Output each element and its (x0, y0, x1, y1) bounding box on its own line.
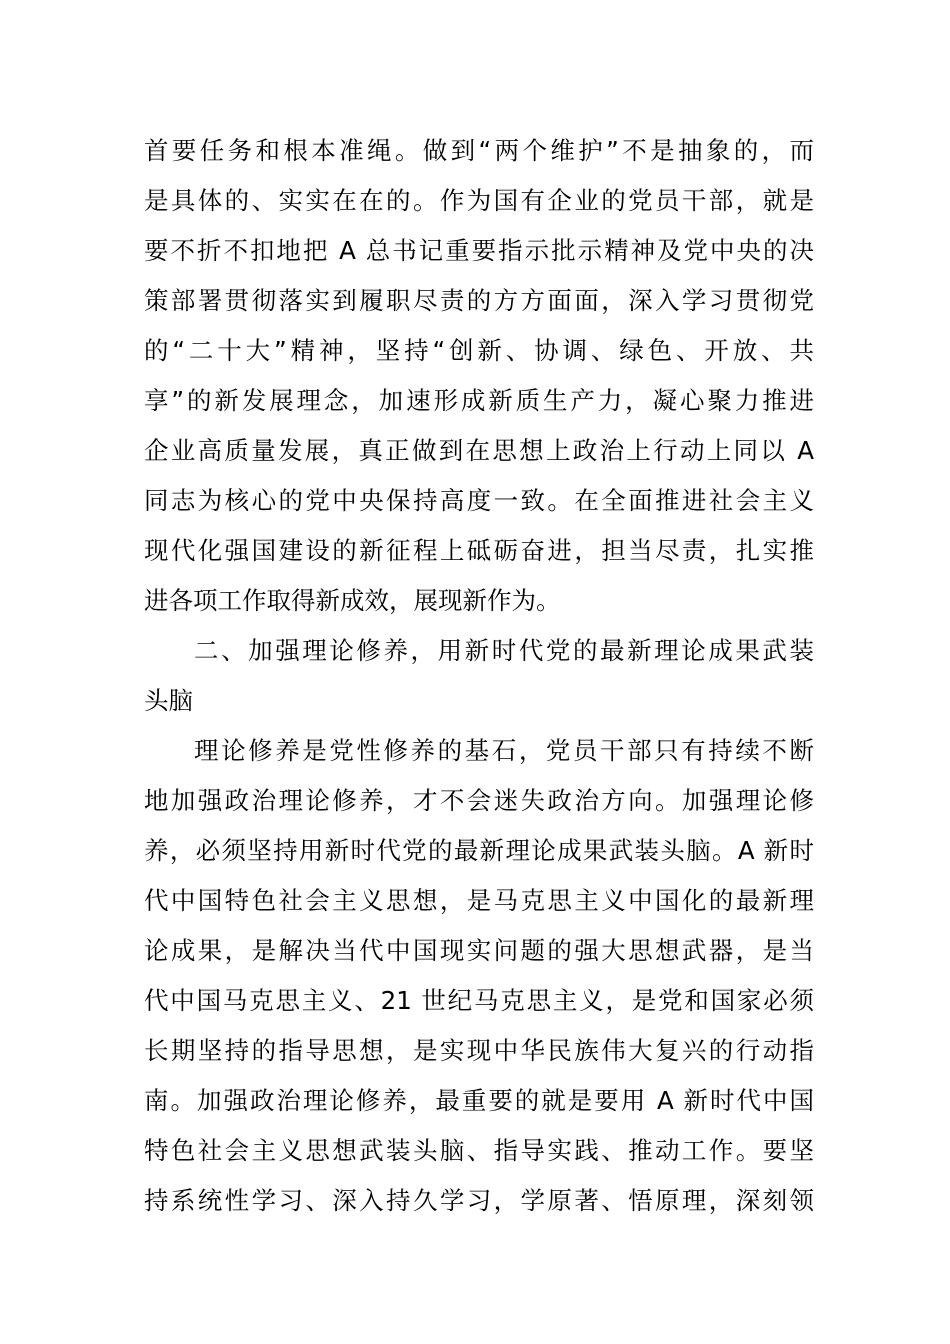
text-line: 企业高质量发展，真正做到在思想上政治上行动上同以 A (144, 436, 814, 465)
text-line: 策部署贯彻落实到履职尽责的方方面面，深入学习贯彻党 (144, 286, 814, 315)
text-line: 二、加强理论修养，用新时代党的最新理论成果武装 (194, 636, 814, 665)
text-line: 长期坚持的指导思想，是实现中华民族伟大复兴的行动指 (144, 1036, 814, 1065)
text-line: 进各项工作取得新成效，展现新作为。 (144, 586, 561, 615)
text-line: 首要任务和根本准绳。做到“两个维护”不是抽象的，而 (144, 136, 814, 165)
text-line: 养，必须坚持用新时代党的最新理论成果武装头脑。A 新时 (144, 836, 814, 865)
body-text (144, 126, 814, 1226)
text-line: 理论修养是党性修养的基石，党员干部只有持续不断 (194, 736, 814, 765)
text-line: 现代化强国建设的新征程上砥砺奋进，担当尽责，扎实推 (144, 536, 814, 565)
text-line: 地加强政治理论修养，才不会迷失政治方向。加强理论修 (144, 786, 814, 815)
text-line: 代中国马克思主义、21 世纪马克思主义，是党和国家必须 (144, 986, 814, 1015)
text-line: 头脑 (144, 686, 193, 715)
text-line: 享”的新发展理念，加速形成新质生产力，凝心聚力推进 (144, 386, 814, 415)
text-line: 要不折不扣地把 A 总书记重要指示批示精神及党中央的决 (144, 236, 814, 265)
text-line: 同志为核心的党中央保持高度一致。在全面推进社会主义 (144, 486, 814, 515)
text-line: 特色社会主义思想武装头脑、指导实践、推动工作。要坚 (144, 1136, 814, 1165)
text-line: 论成果，是解决当代中国现实问题的强大思想武器，是当 (144, 936, 814, 965)
text-line: 代中国特色社会主义思想，是马克思主义中国化的最新理 (144, 886, 814, 915)
text-line: 南。加强政治理论修养，最重要的就是要用 A 新时代中国 (144, 1086, 814, 1115)
text-line: 持系统性学习、深入持久学习，学原著、悟原理，深刻领 (144, 1186, 814, 1215)
text-line: 是具体的、实实在在的。作为国有企业的党员干部，就是 (144, 186, 814, 215)
text-line: 的“二十大”精神，坚持“创新、协调、绿色、开放、共 (144, 336, 814, 365)
